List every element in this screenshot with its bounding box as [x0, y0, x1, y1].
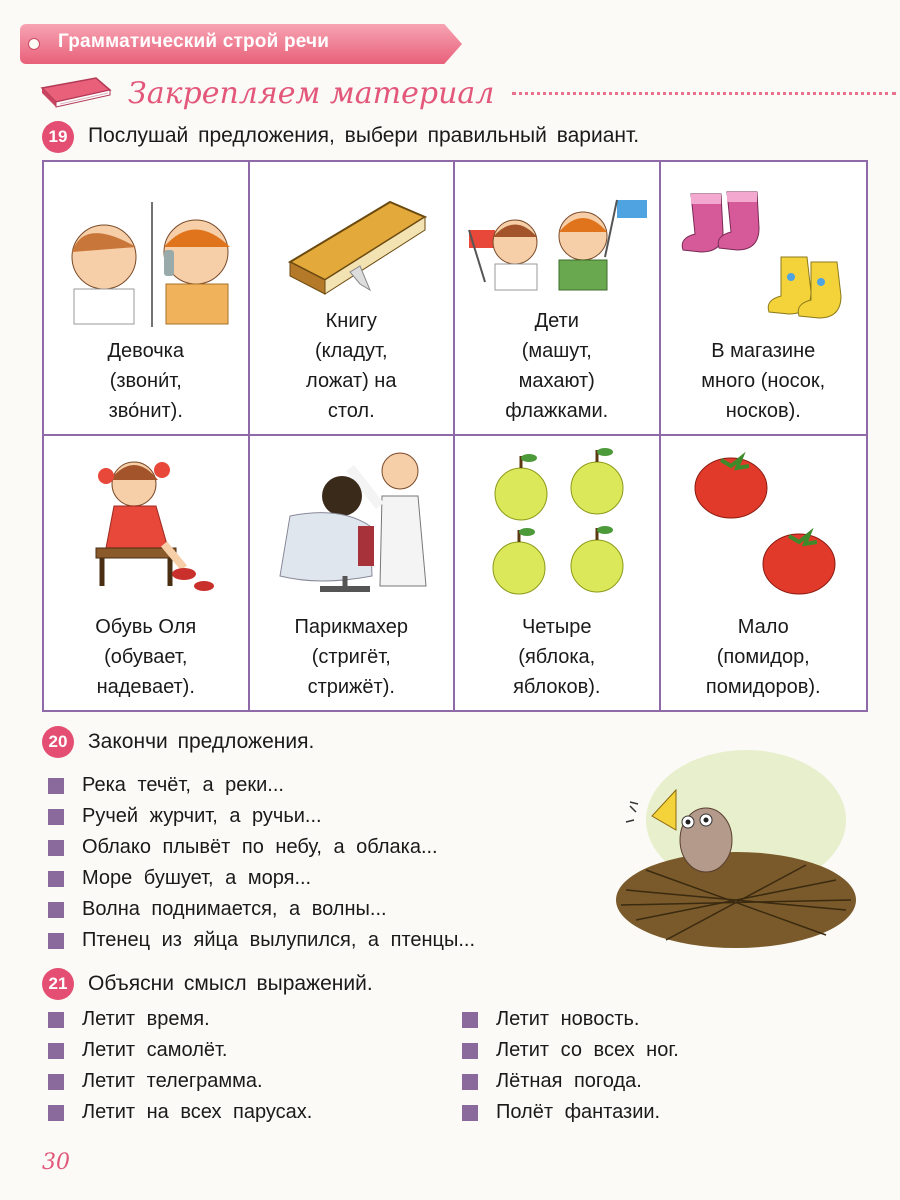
bullet-square	[48, 933, 64, 949]
section-title: Закрепляем материал	[128, 76, 495, 111]
bullet-square	[462, 1105, 478, 1121]
bullet-square	[48, 902, 64, 918]
banner-title: Грамматический строй речи	[58, 31, 330, 52]
bullet-square	[48, 1012, 64, 1028]
banner-hole	[28, 38, 40, 50]
list-item-text: Летит самолёт.	[82, 1039, 228, 1061]
list-item-text: Море бушует, а моря...	[82, 867, 312, 889]
bullet-square	[48, 1105, 64, 1121]
bullet-square	[48, 871, 64, 887]
grid-cell-tomatoes	[661, 436, 867, 710]
task-21-right-list	[460, 1004, 679, 1128]
bullet-square	[462, 1012, 478, 1028]
bullet-square	[462, 1074, 478, 1090]
list-item-text: Лётная погода.	[496, 1070, 642, 1092]
list-item	[46, 1066, 312, 1097]
grid-cell-apples	[455, 436, 661, 710]
list-item	[460, 1035, 679, 1066]
barber-illustration	[250, 436, 456, 606]
list-item-text: Летит телеграмма.	[82, 1070, 263, 1092]
girls-phone-illustration	[44, 162, 250, 332]
task-20-instruction: Закончи предложения.	[88, 730, 315, 753]
task-21-badge: 21	[42, 968, 74, 1000]
bullet-square	[48, 1074, 64, 1090]
cell-text: Четыре (яблока, яблоков).	[513, 616, 601, 698]
list-item-text: Летит новость.	[496, 1008, 640, 1030]
task-21-instruction: Объясни смысл выражений.	[88, 972, 373, 995]
list-item	[46, 801, 475, 832]
list-item	[46, 894, 475, 925]
list-item-text: Облако плывёт по небу, а облака...	[82, 836, 438, 858]
list-item-text: Летит со всех ног.	[496, 1039, 679, 1061]
list-item-text: Летит на всех парусах.	[82, 1101, 313, 1123]
cell-text: Книгу (кладут, ложат) на стол.	[306, 310, 397, 422]
list-item	[460, 1066, 679, 1097]
cell-text: Дети (машут, махают) флажками.	[505, 310, 609, 422]
bullet-square	[48, 809, 64, 825]
girl-shoes-illustration	[44, 436, 250, 606]
list-item-text: Ручей журчит, а ручьи...	[82, 805, 322, 827]
book-icon	[38, 74, 114, 108]
bullet-square	[462, 1043, 478, 1059]
list-item	[46, 1097, 312, 1128]
task-20-list	[46, 770, 475, 956]
task-19-badge: 19	[42, 121, 74, 153]
cell-text: Мало (помидор, помидоров).	[705, 616, 821, 698]
dotted-divider	[512, 92, 896, 95]
list-item-text: Волна поднимается, а волны...	[82, 898, 387, 920]
socks-illustration	[661, 162, 867, 332]
grid-cell-barber	[250, 436, 456, 710]
list-item-text: Река течёт, а реки...	[82, 774, 284, 796]
list-item	[46, 1035, 312, 1066]
list-item	[460, 1004, 679, 1035]
grid-cell-girls-phone	[44, 162, 250, 436]
list-item-text: Летит время.	[82, 1008, 210, 1030]
task-19-instruction: Послушай предложения, выбери правильный вариант.	[88, 124, 640, 147]
chick-nest-illustration	[606, 750, 862, 960]
list-item	[46, 925, 475, 956]
task-19-grid	[42, 160, 868, 712]
grid-cell-children-flags	[455, 162, 661, 436]
cell-text: Девочка (звони́т, зво́нит).	[107, 340, 184, 422]
list-item	[46, 832, 475, 863]
grid-cell-socks	[661, 162, 867, 436]
list-item	[46, 863, 475, 894]
cell-text: Парикмахер (стригёт, стрижёт).	[294, 616, 408, 698]
grid-cell-book	[250, 162, 456, 436]
list-item	[46, 770, 475, 801]
apples-illustration	[455, 436, 661, 606]
task-20-badge: 20	[42, 726, 74, 758]
bullet-square	[48, 1043, 64, 1059]
list-item-text: Птенец из яйца вылупился, а птенцы...	[82, 929, 476, 951]
list-item	[460, 1097, 679, 1128]
tomatoes-illustration	[661, 436, 867, 606]
list-item	[46, 1004, 312, 1035]
grid-cell-girl-shoes	[44, 436, 250, 710]
page-number: 30	[42, 1150, 70, 1175]
bullet-square	[48, 840, 64, 856]
cell-text: Обувь Оля (обувает, надевает).	[95, 616, 197, 698]
cell-text: В магазине много (носок, носков).	[701, 340, 826, 422]
list-item-text: Полёт фантазии.	[496, 1101, 661, 1123]
task-21-left-list	[46, 1004, 312, 1128]
bullet-square	[48, 778, 64, 794]
